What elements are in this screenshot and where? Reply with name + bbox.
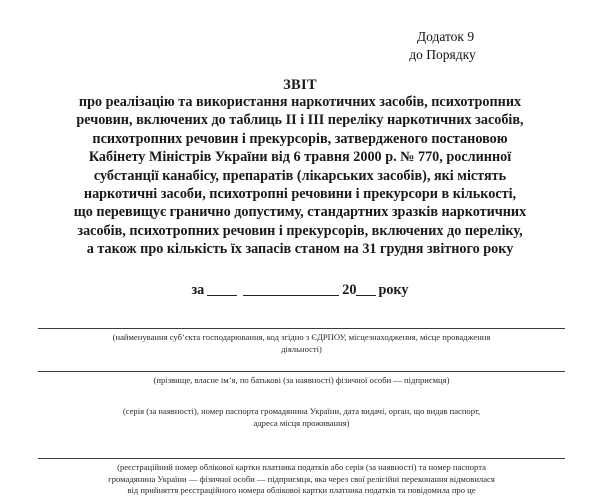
subtitle-line: субстанції канабісу, препаратів (лікарських засобів), які містять <box>93 167 507 184</box>
subtitle-line: що перевищує гранично допустиму, стандартних зразків наркотичних <box>73 204 527 221</box>
caption-line: (найменування субʼєкта господарювання, код згідно з ЄДРПОУ, місцезнаходження, місце провадження <box>112 332 491 342</box>
field-caption <box>38 406 565 429</box>
field-caption <box>38 329 565 355</box>
caption-line: діяльності) <box>281 343 322 354</box>
subtitle-line: Кабінету Міністрів України від 6 травня 2000 р. № 770, рослинної <box>88 149 512 166</box>
appendix-number: Додаток 9 <box>416 29 475 44</box>
subtitle-line: а також про кількість їх запасів станом на 31 грудня звітного року <box>86 241 514 258</box>
subtitle-line: речовин, включених до таблиць II і III переліку наркотичних засобів, <box>76 112 524 129</box>
period-prefix-label: за <box>191 282 205 298</box>
field-caption <box>38 372 565 387</box>
subtitle-line: наркотичні засоби, психотропні речовини і прекурсори в кількості, <box>83 186 517 203</box>
subtitle-line: про реалізацію та використання наркотичних засобів, психотропних <box>78 94 522 110</box>
reporting-period-row <box>0 281 600 299</box>
period-month-blank[interactable] <box>243 295 339 296</box>
period-suffix-label: року <box>378 282 409 298</box>
field-person-name <box>38 371 565 387</box>
field-caption <box>38 459 565 497</box>
caption-line: (серія (за наявності), номер паспорта громадянина України, дата видачі, орган, що видав паспорт, <box>122 406 481 416</box>
period-year-blank[interactable] <box>356 295 376 296</box>
caption-line: громадянина України — фізичної особи — підприємця, яка через свої релігійні переконання відмовилася <box>108 473 495 484</box>
caption-line: (прізвище, власне ім’я, по батькові (за наявності) фізичної особи — підприємця) <box>153 375 450 385</box>
period-day-blank[interactable] <box>207 295 237 296</box>
appendix-reference <box>0 28 600 64</box>
document-subtitle <box>30 93 570 259</box>
caption-line: адреса місця проживання) <box>253 417 350 428</box>
appendix-source: до Порядку <box>409 47 476 62</box>
field-passport <box>38 406 565 429</box>
field-entity <box>38 328 565 355</box>
subtitle-line: психотропних речовин і прекурсорів, затвердженого постановою <box>92 130 508 147</box>
field-tax-number <box>38 458 565 497</box>
subtitle-line: засобів, психотропних речовин і прекурсорів, включених до переліку, <box>77 222 523 239</box>
page-title: ЗВІТ <box>283 77 317 93</box>
caption-line: від прийняття реєстраційного номера облікової картки платника податків та повідомила про це <box>127 485 476 495</box>
period-year-prefix: 20 <box>342 282 357 298</box>
caption-line: (реєстраційний номер облікової картки платника податків або серія (за наявності) та номер паспорта <box>117 462 486 472</box>
